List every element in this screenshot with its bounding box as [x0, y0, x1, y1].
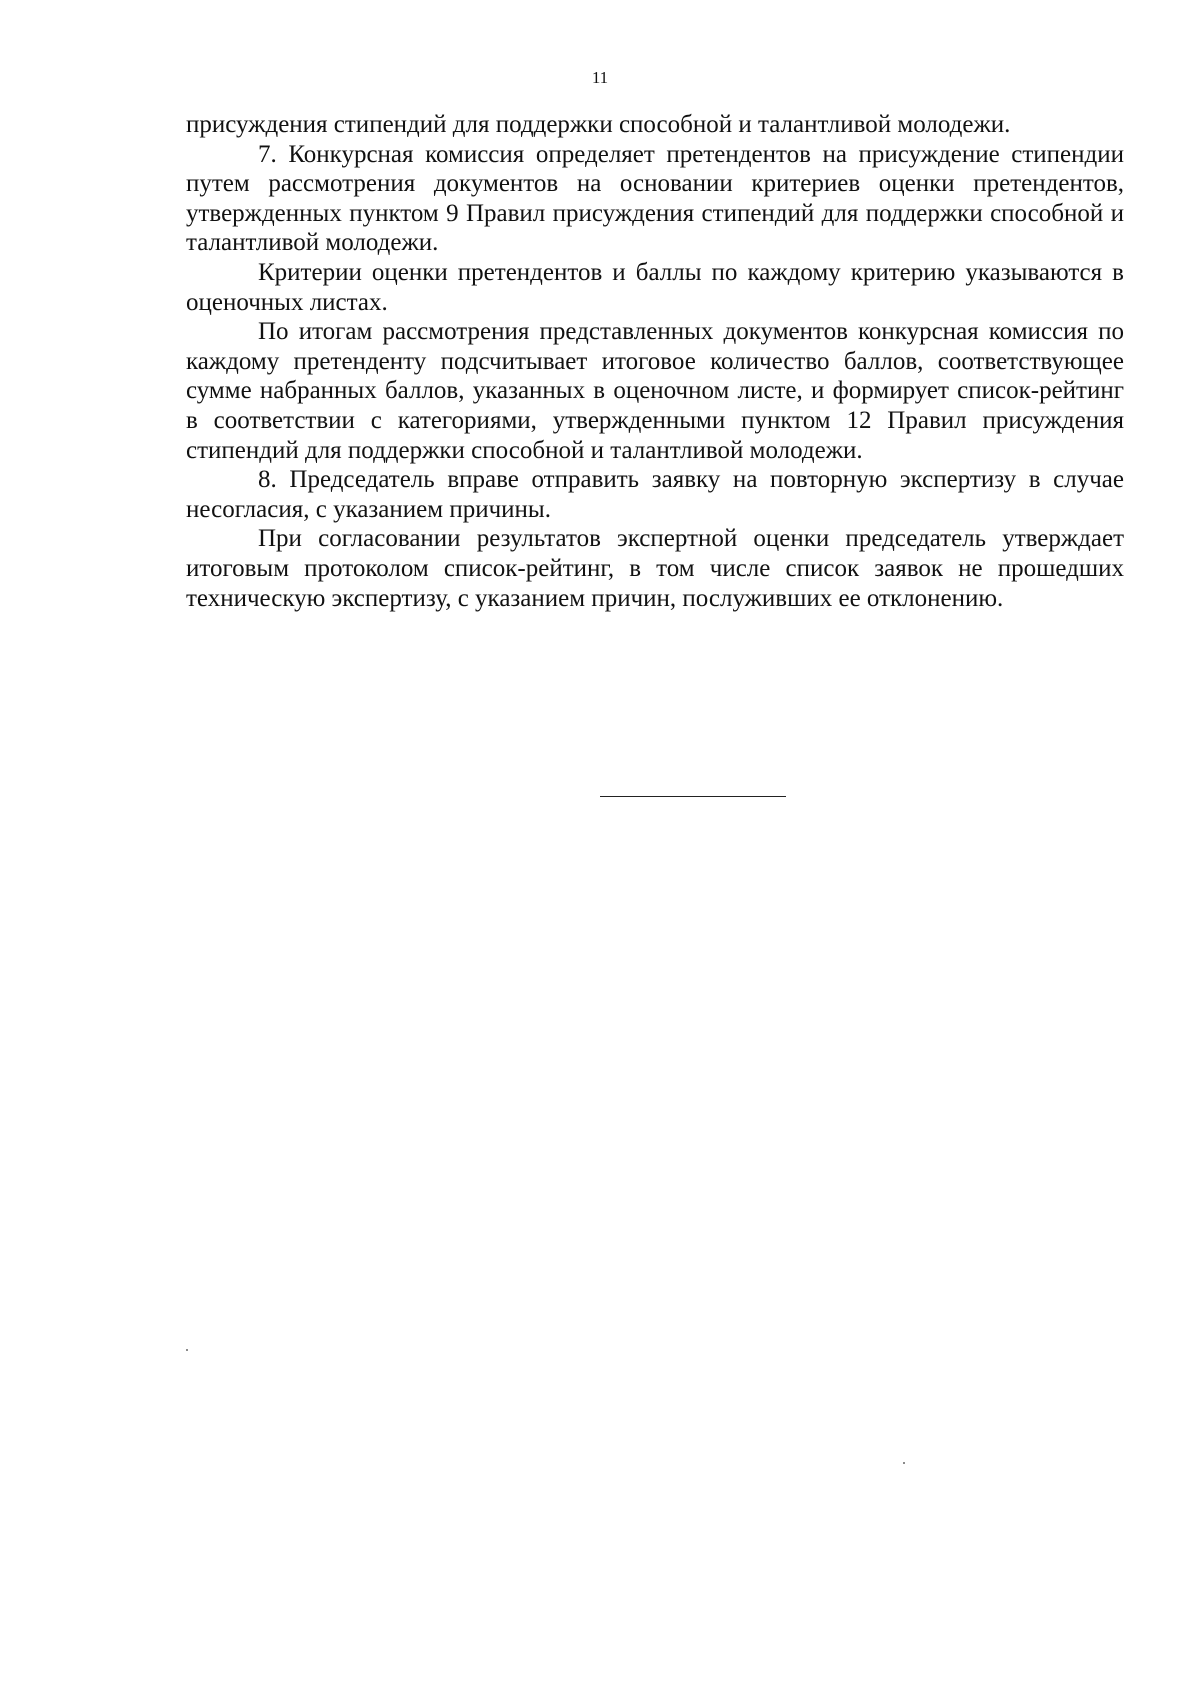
paragraph-item-7: 7. Конкурсная комиссия определяет претендентов на присуждение стипендии путем рассмотрения документов на основании критериев оценки претендентов, утвержденных пунктом 9 Правил присуждения стипендий для поддержки способной и талантливой молодежи. — [186, 140, 1124, 257]
scan-speck — [186, 1349, 188, 1351]
paragraph-item-8: 8. Председатель вправе отправить заявку на повторную экспертизу в случае несогласия, с указанием причины. — [186, 466, 1124, 523]
paragraph-continuation: присуждения стипендий для поддержки способной и талантливой молодежи. — [186, 111, 1011, 138]
paragraph-results: По итогам рассмотрения представленных документов конкурсная комиссия по каждому претенденту подсчитывает итоговое количество баллов, соответствующее сумме набранных баллов, указанных в оценочном листе, и формирует список-рейтинг в соответствии с категориями, утвержденными пунктом 12 Правил присуждения стипендий для поддержки способной и талантливой молодежи. — [186, 318, 1124, 464]
document-body — [186, 110, 1124, 613]
paragraph-criteria: Критерии оценки претендентов и баллы по каждому критерию указываются в оценочных листах. — [186, 258, 1124, 316]
scan-speck — [903, 1462, 905, 1464]
page-number: 11 — [591, 68, 609, 87]
end-of-text-rule — [600, 796, 786, 797]
paragraph-approval: При согласовании результатов экспертной оценки председатель утверждает итоговым протоколом список-рейтинг, в том числе список заявок не прошедших техническую экспертизу, с указанием причин, послуживших ее отклонению. — [186, 525, 1124, 612]
